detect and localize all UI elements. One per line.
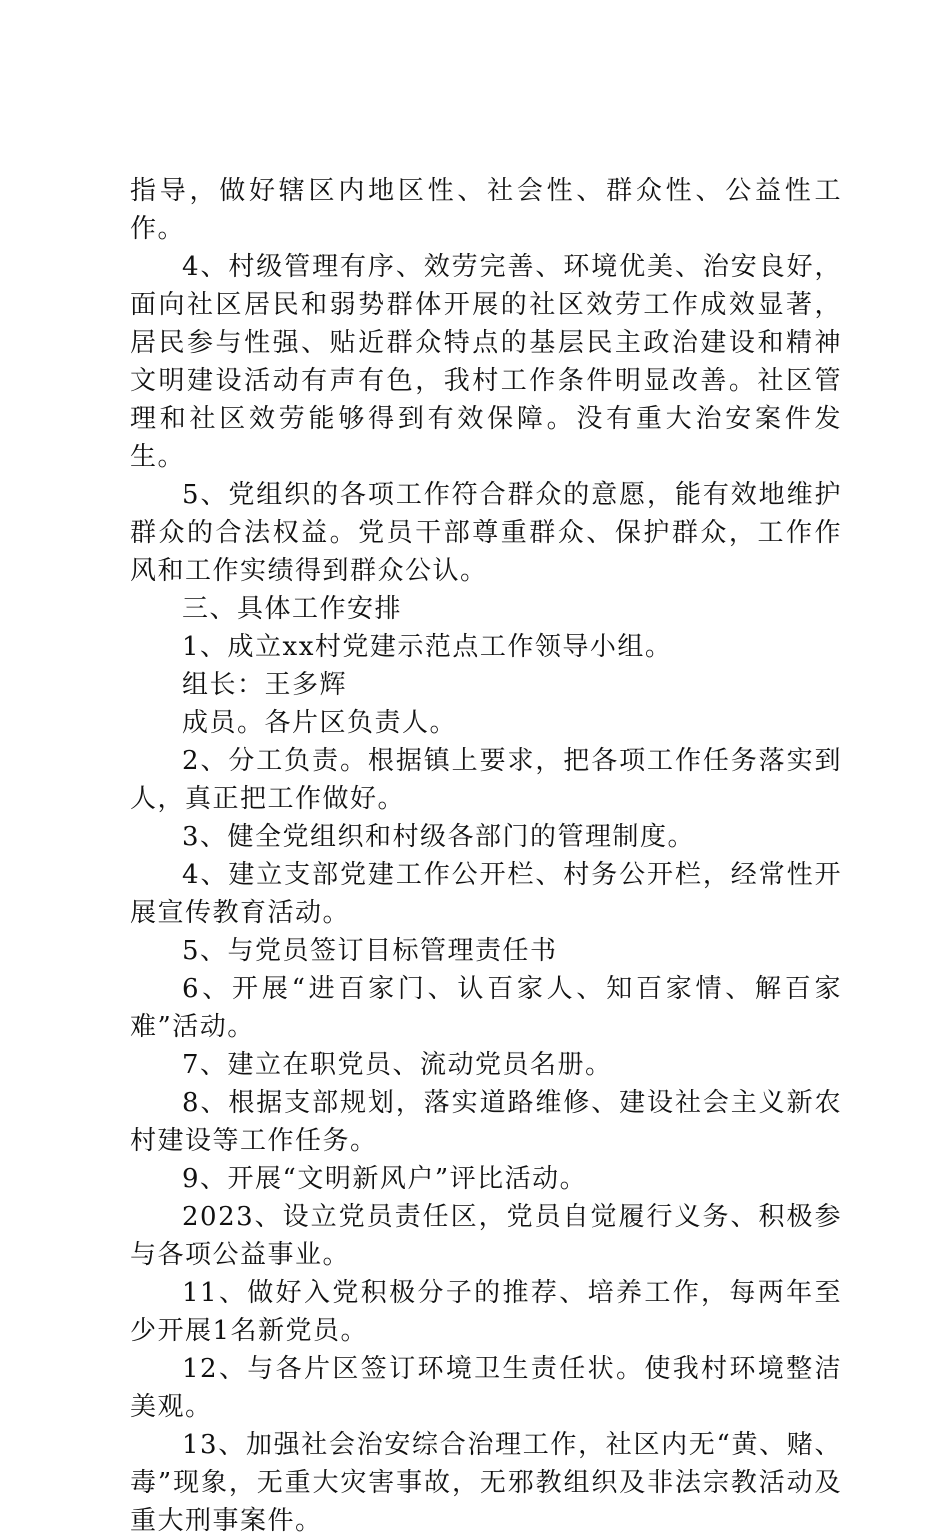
paragraph-continuation: 指导，做好辖区内地区性、社会性、群众性、公益性工作。: [130, 176, 842, 244]
paragraph-item-4: 4、建立支部党建工作公开栏、村务公开栏，经常性开展宣传教育活动。: [130, 860, 842, 928]
paragraph-item-4-goals: 4、村级管理有序、效劳完善、环境优美、治安良好，面向社区居民和弱势群体开展的社区效劳工作成效显著，居民参与性强、贴近群众特点的基层民主政治建设和精神文明建设活动有声有色，我村工作条件明显改善。社区管理和社区效劳能够得到有效保障。没有重大治安案件发生。: [130, 252, 842, 472]
paragraph-item-10: 2023、设立党员责任区，党员自觉履行义务、积极参与各项公益事业。: [130, 1202, 842, 1270]
paragraph-item-3: 3、健全党组织和村级各部门的管理制度。: [182, 822, 696, 852]
paragraph-item-1: 1、成立xx村党建示范点工作领导小组。: [182, 632, 673, 662]
paragraph-item-9: 9、开展“文明新风户”评比活动。: [182, 1164, 588, 1194]
paragraph-members: 成员。各片区负责人。: [182, 708, 458, 738]
document-body: [130, 172, 842, 1540]
paragraph-item-7: 7、建立在职党员、流动党员名册。: [182, 1050, 613, 1080]
paragraph-item-5-goals: 5、党组织的各项工作符合群众的意愿，能有效地维护群众的合法权益。党员干部尊重群众、保护群众，工作作风和工作实绩得到群众公认。: [130, 480, 842, 586]
section-heading-work-arrangement: 三、具体工作安排: [182, 594, 403, 624]
paragraph-group-leader: 组长：王多辉: [182, 670, 348, 700]
paragraph-item-13: 13、加强社会治安综合治理工作，社区内无“黄、赌、毒”现象，无重大灾害事故，无邪教组织及非法宗教活动及重大刑事案件。: [130, 1430, 842, 1536]
paragraph-item-8: 8、根据支部规划，落实道路维修、建设社会主义新农村建设等工作任务。: [130, 1088, 842, 1156]
paragraph-item-5: 5、与党员签订目标管理责任书: [182, 936, 558, 966]
paragraph-item-2: 2、分工负责。根据镇上要求，把各项工作任务落实到人，真正把工作做好。: [130, 746, 842, 814]
paragraph-item-12: 12、与各片区签订环境卫生责任状。使我村环境整洁美观。: [130, 1354, 842, 1422]
paragraph-item-6: 6、开展“进百家门、认百家人、知百家情、解百家难”活动。: [130, 974, 842, 1042]
paragraph-item-11: 11、做好入党积极分子的推荐、培养工作，每两年至少开展1名新党员。: [130, 1278, 842, 1346]
